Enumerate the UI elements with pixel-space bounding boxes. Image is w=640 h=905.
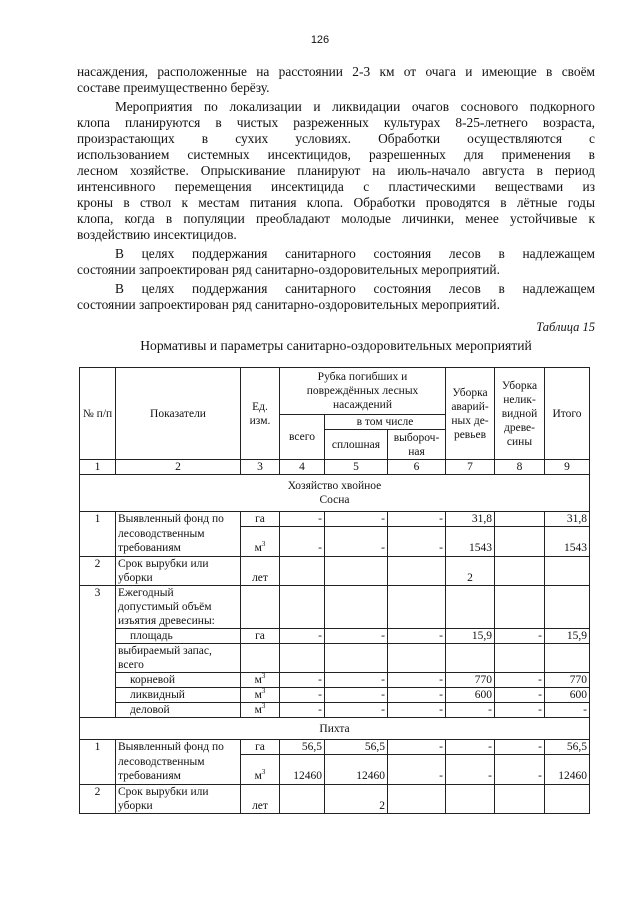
cell: 1543 xyxy=(545,541,590,557)
table-row xyxy=(80,673,590,688)
cell-unit: $м^3$ xyxy=(241,703,280,718)
text-line: воздействию инсектицидов. xyxy=(77,227,237,242)
cell: - xyxy=(495,740,545,755)
row-label: лесоводственным xyxy=(116,527,241,541)
column-numbers-row xyxy=(80,460,590,475)
row-num: 2 xyxy=(80,785,116,814)
section-pine-title: Хозяйство хвойное xyxy=(287,480,382,492)
cell: 1543 xyxy=(446,541,495,557)
row-label: всего xyxy=(116,658,241,673)
cell: - xyxy=(388,703,446,718)
cell: 600 xyxy=(545,688,590,703)
cell: 56,5 xyxy=(280,740,325,755)
row-label: Выявленный фонд по xyxy=(116,512,241,527)
row-num: 3 xyxy=(80,586,116,718)
row-num: 1 xyxy=(80,740,116,785)
section-pine-species: Сосна xyxy=(319,494,350,506)
row-label: деловой xyxy=(116,703,241,718)
table-row xyxy=(80,785,590,800)
section-fir: Пихта xyxy=(80,718,590,740)
cell: - xyxy=(495,629,545,644)
cell: - xyxy=(388,673,446,688)
cell-unit: га xyxy=(241,629,280,644)
row-label: Срок вырубки или xyxy=(116,557,241,572)
cell-unit: $м^3$ xyxy=(241,688,280,703)
cell: 12460 xyxy=(545,769,590,785)
row-label: ликвидный xyxy=(116,688,241,703)
cell: 770 xyxy=(446,673,495,688)
cell: - xyxy=(446,703,495,718)
header-incl: в том числе xyxy=(325,415,446,430)
header-clear: сплошная xyxy=(325,430,388,460)
norms-table xyxy=(79,367,590,814)
col-number: 3 xyxy=(241,460,280,475)
cell: - xyxy=(388,541,446,557)
text-line: кроны в ствол к местам питания клопа. Обработки проводятся в лётные годы xyxy=(77,195,595,210)
text-line: клопа планируются в чистых разреженных культурах 8-25-летнего возраста, xyxy=(77,115,595,130)
cell: - xyxy=(495,703,545,718)
table-caption: Таблица 15 xyxy=(536,320,595,334)
cell: 770 xyxy=(545,673,590,688)
table-row xyxy=(80,512,590,527)
row-num: 1 xyxy=(80,512,116,557)
row-label: уборки xyxy=(116,799,241,814)
row-label: выбираемый запас, xyxy=(116,644,241,659)
table-row xyxy=(80,740,590,755)
row-label: уборки xyxy=(116,571,241,586)
text-line: состоянии запроектирован ряд санитарно-оздоровительных мероприятий. xyxy=(77,262,500,277)
cell: - xyxy=(388,740,446,755)
cell: - xyxy=(280,541,325,557)
row-label: лесоводственным xyxy=(116,755,241,769)
cell: 2 xyxy=(446,571,495,586)
cell-unit: $м^3$ xyxy=(241,769,280,785)
table-row xyxy=(80,557,590,572)
text-line: В целях поддержания санитарного состояния лесов в надлежащем xyxy=(115,281,595,296)
text-line: составе преимущественно берёзу. xyxy=(77,80,270,95)
section-pine xyxy=(80,475,590,512)
cell: - xyxy=(325,629,388,644)
text-line: произрастающих в сухих условиях. Обработки осуществляются с xyxy=(77,131,595,146)
table-row xyxy=(80,769,590,785)
cell: - xyxy=(388,688,446,703)
cell: 31,8 xyxy=(545,512,590,527)
cell xyxy=(495,512,545,527)
cell: - xyxy=(280,703,325,718)
cell: - xyxy=(325,703,388,718)
cell-unit: га xyxy=(241,512,280,527)
header-all: всего xyxy=(280,415,325,460)
cell: - xyxy=(280,673,325,688)
cell: 2 xyxy=(325,799,388,814)
text-line: Мероприятия по локализации и ликвидации очагов соснового подкорного xyxy=(115,99,595,114)
table-title: Нормативы и параметры санитарно-оздоровительных мероприятий xyxy=(140,338,532,353)
col-number: 9 xyxy=(545,460,590,475)
cell: - xyxy=(325,541,388,557)
row-label: допустимый объём xyxy=(116,600,241,614)
cell: - xyxy=(325,673,388,688)
col-number: 8 xyxy=(495,460,545,475)
cell-unit: $м^3$ xyxy=(241,541,280,557)
header-unit: Ед. изм. xyxy=(241,368,280,460)
row-label: требованиям xyxy=(116,541,241,557)
cell: 12460 xyxy=(325,769,388,785)
text-line: использованием системных инсектицидов, разрешенных для применения в xyxy=(77,147,595,162)
header-indicators: Показатели xyxy=(116,368,241,460)
text-line: насаждения, расположенные на расстоянии 2-3 км от очага и имеющие в своём xyxy=(77,64,595,79)
row-label: Ежегодный xyxy=(116,586,241,601)
table-row xyxy=(80,629,590,644)
cell-unit: $м^3$ xyxy=(241,673,280,688)
cell: - xyxy=(280,629,325,644)
header-selective: выбороч-ная xyxy=(388,430,446,460)
table-row xyxy=(80,688,590,703)
cell-unit: лет xyxy=(241,799,280,814)
cell: - xyxy=(495,769,545,785)
row-label: площадь xyxy=(116,629,241,644)
cell: - xyxy=(388,512,446,527)
col-number: 7 xyxy=(446,460,495,475)
cell: 12460 xyxy=(280,769,325,785)
cell-unit: га xyxy=(241,740,280,755)
cell: 31,8 xyxy=(446,512,495,527)
table-row xyxy=(80,703,590,718)
text-line: клопа, когда в популяции преобладают молодые личинки, менее устойчивые к xyxy=(77,211,595,226)
cell xyxy=(495,541,545,557)
text-line: В целях поддержания санитарного состояния лесов в надлежащем xyxy=(115,246,595,261)
cell-unit: лет xyxy=(241,571,280,586)
cell: - xyxy=(545,703,590,718)
cell: - xyxy=(325,688,388,703)
table-row xyxy=(80,541,590,557)
cell: 56,5 xyxy=(325,740,388,755)
header-cutting: Рубка погибших и повреждённых лесных насаждений xyxy=(280,368,446,415)
header-total: Итого xyxy=(545,368,590,460)
cell: - xyxy=(495,673,545,688)
cell: - xyxy=(325,512,388,527)
col-number: 2 xyxy=(116,460,241,475)
header-nonliquid: Уборка нелик-видной древе-сины xyxy=(495,368,545,460)
cell: 15,9 xyxy=(545,629,590,644)
row-label: изъятия древесины: xyxy=(116,614,241,629)
col-number: 4 xyxy=(280,460,325,475)
col-number: 6 xyxy=(388,460,446,475)
cell: 600 xyxy=(446,688,495,703)
cell: 15,9 xyxy=(446,629,495,644)
row-label: Срок вырубки или xyxy=(116,785,241,800)
cell: - xyxy=(446,769,495,785)
text-line: лесном хозяйстве. Опрыскивание планируют на июль-начало августа в период xyxy=(77,163,595,178)
header-emergency: Уборка аварий-ных де-ревьев xyxy=(446,368,495,460)
col-number: 1 xyxy=(80,460,116,475)
row-num: 2 xyxy=(80,557,116,586)
row-label: Выявленный фонд по xyxy=(116,740,241,755)
row-label: корневой xyxy=(116,673,241,688)
col-number: 5 xyxy=(325,460,388,475)
cell: - xyxy=(280,688,325,703)
text-line: интенсивного перемещения инсектицида с пластическими веществами из xyxy=(77,179,595,194)
row-label: требованиям xyxy=(116,769,241,785)
page-number: 126 xyxy=(310,34,330,46)
cell: - xyxy=(446,740,495,755)
header-num: № п/п xyxy=(80,368,116,460)
cell: - xyxy=(388,629,446,644)
cell: - xyxy=(280,512,325,527)
cell: - xyxy=(388,769,446,785)
cell: - xyxy=(495,688,545,703)
text-line: состоянии запроектирован ряд санитарно-оздоровительных мероприятий. xyxy=(77,297,500,312)
cell: 56,5 xyxy=(545,740,590,755)
